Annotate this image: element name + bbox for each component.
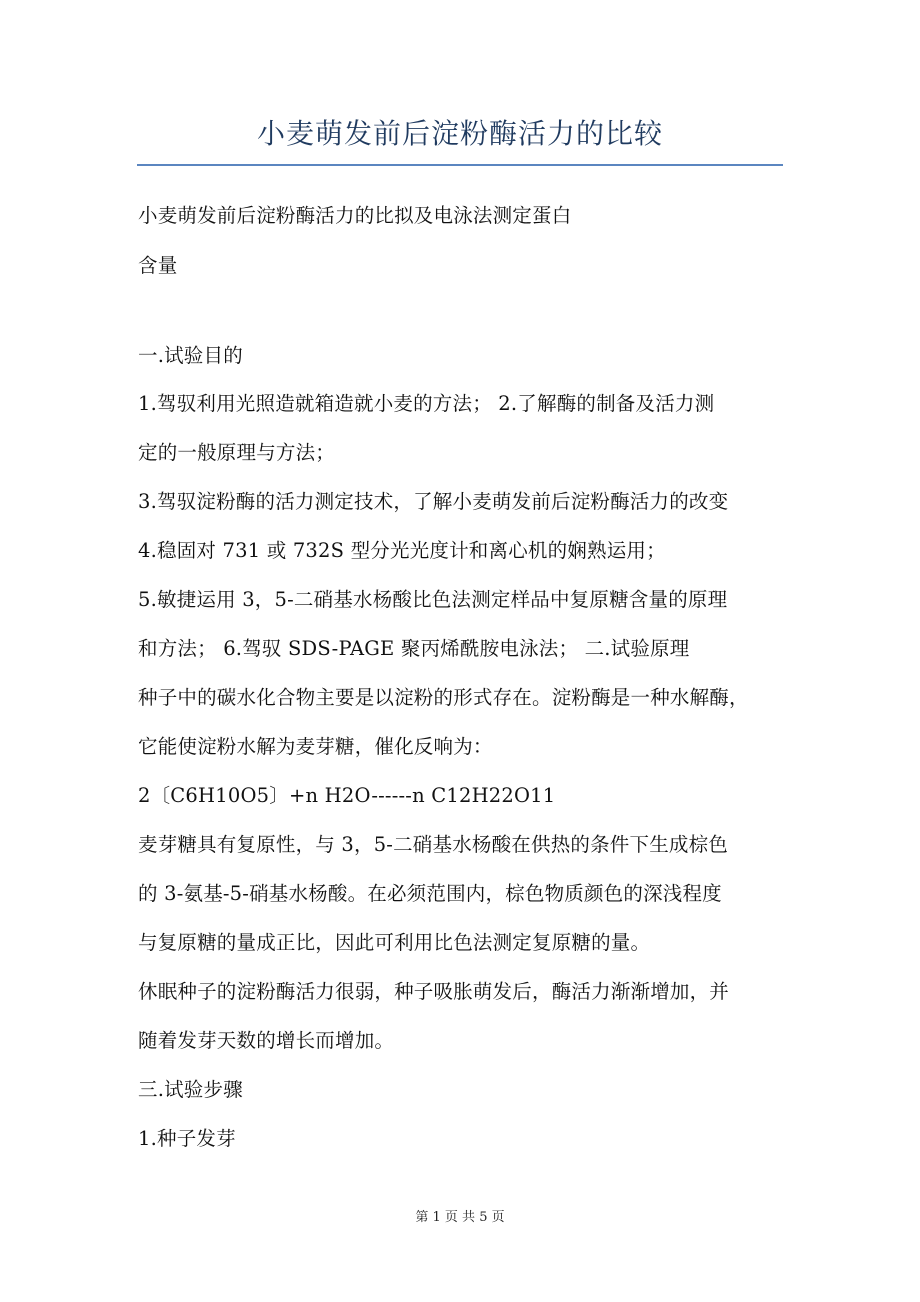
text-line: 小麦萌发前后淀粉酶活力的比拟及电泳法测定蛋白: [138, 204, 572, 227]
text-line: 种子中的碳水化合物主要是以淀粉的形式存在。淀粉酶是一种水解酶，: [138, 686, 749, 709]
page-footer: 第 1 页 共 5 页: [415, 1210, 505, 1225]
text-line: 三.试验步骤: [138, 1078, 243, 1101]
text-line: 与复原糖的量成正比，因此可利用比色法测定复原糖的量。: [138, 931, 651, 954]
text-line: 定的一般原理与方法；: [138, 441, 336, 464]
text-line: 它能使淀粉水解为麦芽糖，催化反响为：: [138, 735, 493, 758]
text-line: 一.试验目的: [138, 344, 243, 367]
text-line: 麦芽糖具有复原性，与 3，5-二硝基水杨酸在供热的条件下生成棕色: [138, 833, 729, 856]
text-line: 含量: [138, 254, 178, 277]
text-line: 3.驾驭淀粉酶的活力测定技术，了解小麦萌发前后淀粉酶活力的改变: [138, 490, 729, 513]
text-line: 4.稳固对 731 或 732S 型分光光度计和离心机的娴熟运用；: [138, 539, 666, 562]
text-line: 1.驾驭利用光照造就箱造就小麦的方法； 2.了解酶的制备及活力测: [138, 392, 715, 415]
text-line: 随着发芽天数的增长而增加。: [138, 1029, 395, 1052]
text-line: 休眠种子的淀粉酶活力很弱，种子吸胀萌发后，酶活力渐渐增加，并: [138, 980, 730, 1003]
title-underline: [137, 164, 783, 166]
text-line: 1.种子发芽: [138, 1127, 236, 1150]
text-line: 5.敏捷运用 3，5-二硝基水杨酸比色法测定样品中复原糖含量的原理: [138, 588, 728, 611]
text-line: 和方法； 6.驾驭 SDS-PAGE 聚丙烯酰胺电泳法； 二.试验原理: [138, 637, 690, 660]
text-line: 的 3-氨基-5-硝基水杨酸。在必须范围内，棕色物质颜色的深浅程度: [138, 882, 722, 905]
text-line: 2〔C6H10O5〕+n H2O------n C12H22O11: [138, 784, 556, 807]
document-title: 小麦萌发前后淀粉酶活力的比较: [256, 117, 663, 150]
